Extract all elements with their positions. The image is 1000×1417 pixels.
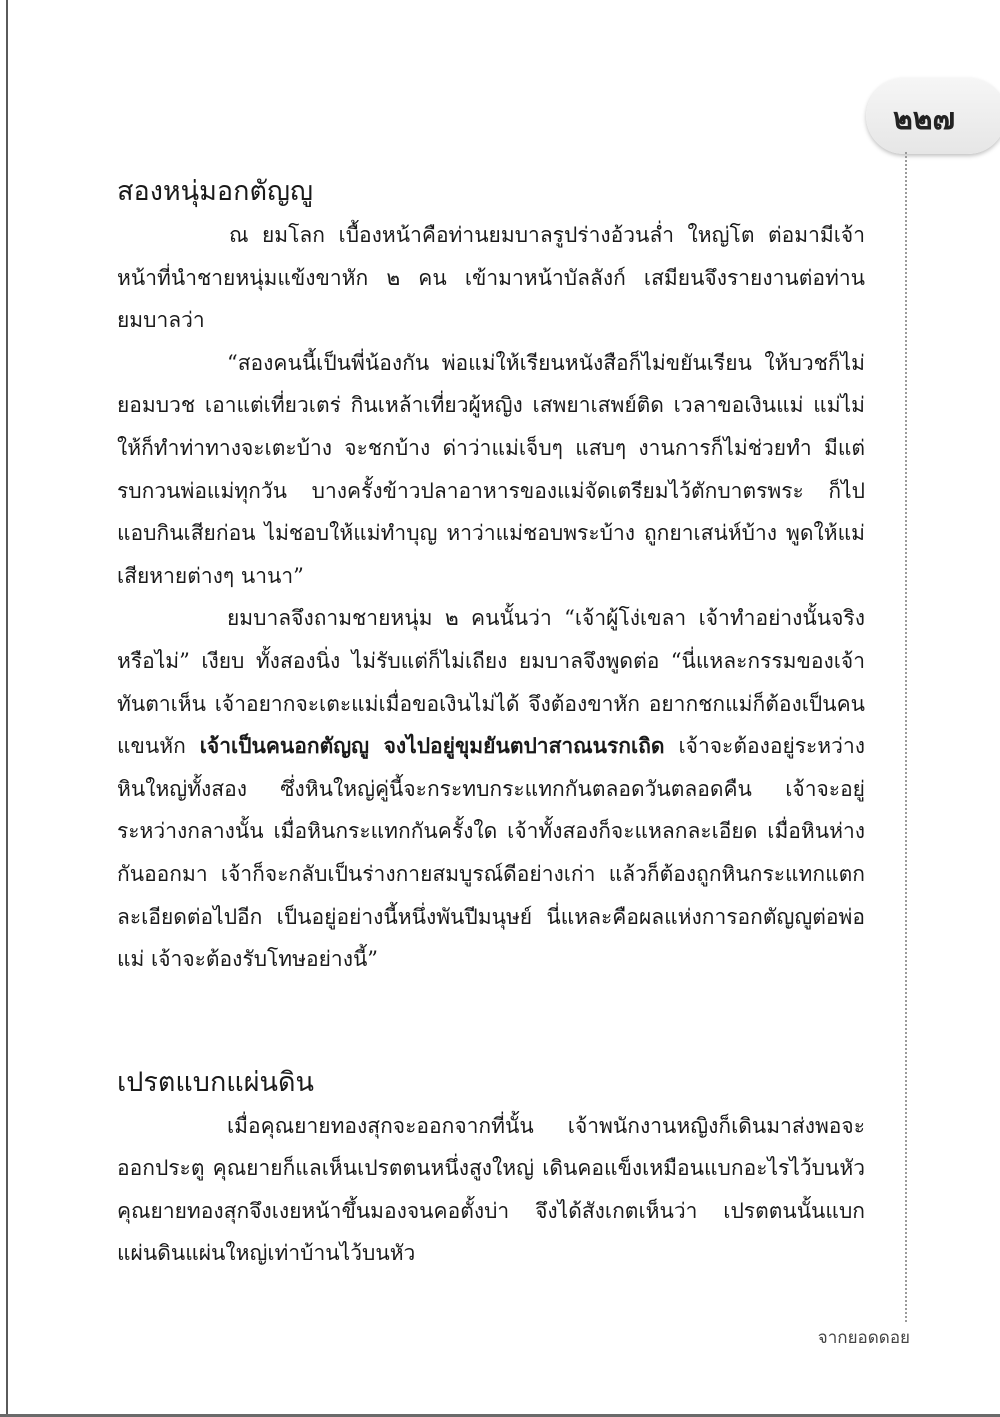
footer-book-title: จากยอดดอย xyxy=(817,1328,910,1348)
paragraph-3-bold: เจ้าเป็นคนอกตัญญู จงไปอยู่ขุมยันตปาสาณนรกเถิด xyxy=(199,733,665,759)
section-title-2: เปรตแบกแผ่นดิน xyxy=(117,1066,314,1098)
paragraph-4: เมื่อคุณยายทองสุกจะออกจากที่นั้น เจ้าพนักงานหญิงก็เดินมาส่งพอจะออกประตู คุณยายก็แลเห็นเปรตตนหนึ่งสูงใหญ่ เดินคอแข็งเหมือนแบกอะไรไว้บนหัว คุณยายทองสุกจึงเงยหน้าขึ้นมองจนคอตั้งบ่า จึงได้สังเกตเห็นว่า เปรตตนนั้นแบกแผ่นดินแผ่นใหญ่เท่าบ้านไว้บนหัว xyxy=(117,1113,865,1266)
paragraph-2: “สองคนนี้เป็นพี่น้องกัน พ่อแม่ให้เรียนหนังสือก็ไม่ขยันเรียน ให้บวชก็ไม่ยอมบวช เอาแต่เที่ยวเตร่ กินเหล้าเที่ยวผู้หญิง เสพยาเสพย์ติด เวลาขอเงินแม่ แม่ไม่ให้ก็ทำท่าทางจะเตะบ้าง จะชกบ้าง ด่าว่าแม่เจ็บๆ แสบๆ งานการก็ไม่ช่วยทำ มีแต่รบกวนพ่อแม่ทุกวัน บางครั้งข้าวปลาอาหารของแม่จัดเตรียมไว้ตักบาตรพระ ก็ไปแอบกินเสียก่อน ไม่ชอบให้แม่ทำบุญ หาว่าแม่ชอบพระบ้าง ถูกยาเสน่ห์บ้าง พูดให้แม่เสียหายต่างๆ นานา” xyxy=(117,350,865,588)
dotted-margin-guide xyxy=(905,152,907,1322)
paragraph-3-start: ยมบาลจึงถามชายหนุ่ม ๒ คนนั้นว่า “เจ้าผู้โง่เขลา เจ้าทำอย่างนั้นจริงหรือไม่” เงียบ ทั้งสองนิ่ง ไม่รับแต่ก็ไม่เถียง ยมบาลจึงพูดต่อ “นี่แหละกรรมของเจ้าทันตาเห็น เจ้าอยากจะเตะแม่เมื่อขอเงินไม่ได้ จึงต้องขาหัก อยากชกแม่ก็ต้องเป็นคนแขนหัก xyxy=(117,606,865,759)
paragraph-3-end: เจ้าจะต้องอยู่ระหว่างหินใหญ่ทั้งสอง ซึ่งหินใหญ่คู่นี้จะกระทบกระแทกกันตลอดวันตลอดคืน เจ้าจะอยู่ระหว่างกลางนั้น เมื่อหินกระแทกกันครั้งใด เจ้าทั้งสองก็จะแหลกละเอียด เมื่อหินห่างกันออกมา เจ้าก็จะกลับเป็นร่างกายสมบูรณ์ดีอย่างเก่า แล้วก็ต้องถูกหินกระแทกแตกละเอียดต่อไปอีก เป็นอยู่อย่างนี้หนึ่งพันปีมนุษย์ นี่แหละคือผลแห่งการอกตัญญูต่อพ่อแม่ เจ้าจะต้องรับโทษอย่างนี้” xyxy=(117,734,865,972)
page-content xyxy=(117,170,865,1275)
section-gap xyxy=(117,981,865,1061)
section-title-1: สองหนุ่มอกตัญญู xyxy=(117,176,314,207)
paragraph-1: ณ ยมโลก เบื้องหน้าคือท่านยมบาลรูปร่างอ้วนล่ำ ใหญ่โต ต่อมามีเจ้าหน้าที่นำชายหนุ่มแข้งขาหัก ๒ คน เข้ามาหน้าบัลลังก์ เสมียนจึงรายงานต่อท่านยมบาลว่า xyxy=(117,223,865,333)
page-number: ๒๒๗ xyxy=(892,102,956,137)
paragraph-3 xyxy=(117,597,865,980)
left-page-edge xyxy=(6,0,8,1417)
